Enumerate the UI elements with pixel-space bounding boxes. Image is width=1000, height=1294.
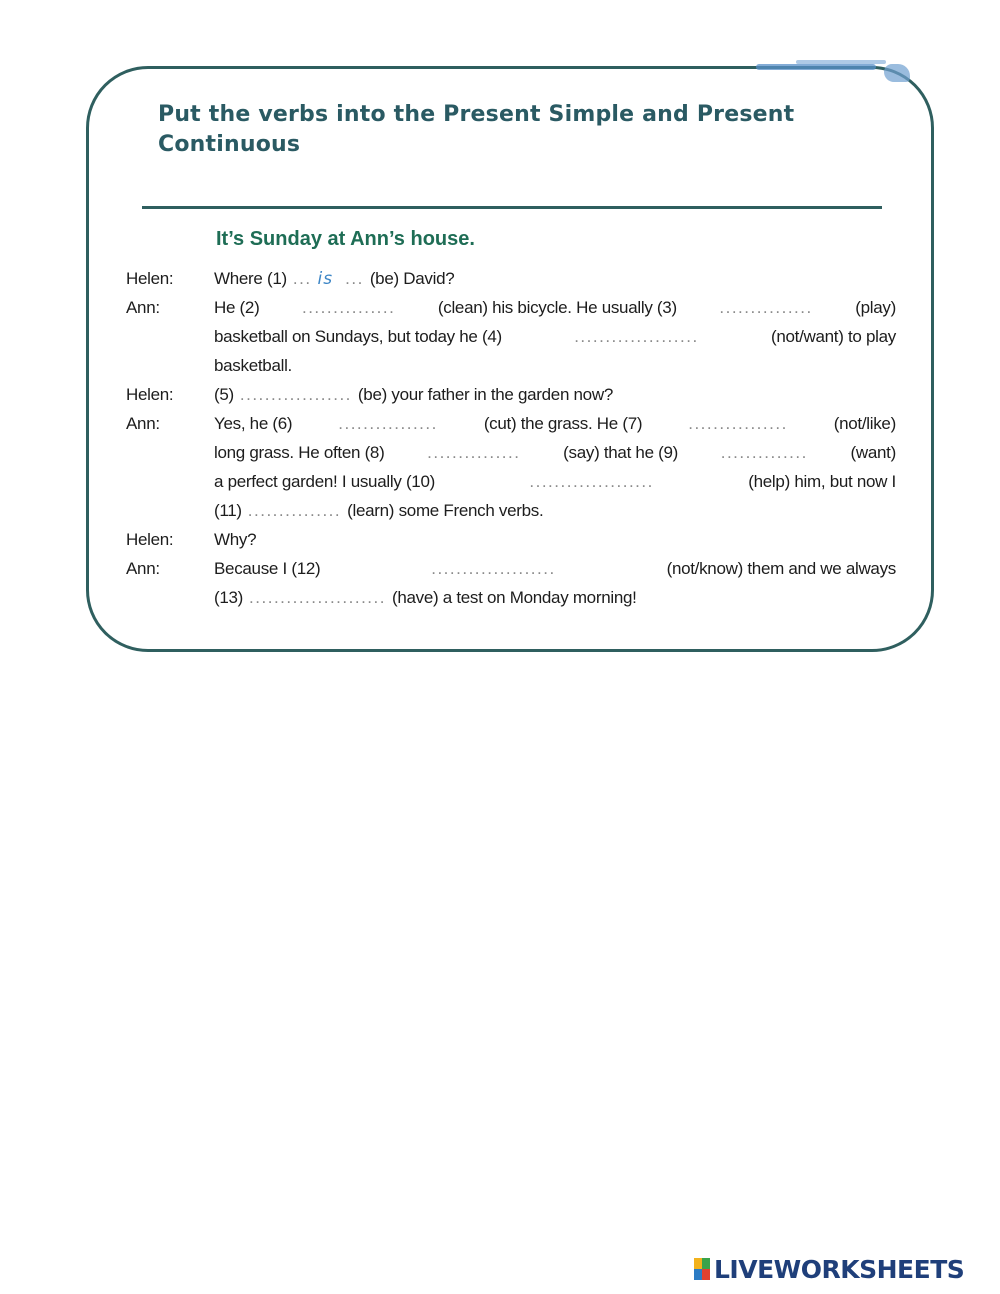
dialogue-turn — [126, 409, 896, 525]
answer-blank[interactable]: ... — [345, 269, 364, 288]
speaker-label: Helen: — [126, 530, 174, 549]
speech — [214, 380, 896, 409]
text-segment: (13) — [214, 588, 244, 607]
speaker-label: Ann: — [126, 414, 160, 433]
text-segment: (learn) some French verbs. — [347, 501, 544, 520]
speaker-label: Helen: — [126, 269, 174, 288]
text-segment: (clean) his bicycle. He usually (3) — [437, 298, 677, 317]
speech — [214, 293, 896, 380]
dialogue-turn — [126, 293, 896, 380]
text-segment: (help) him, but now I — [748, 472, 896, 491]
text-segment: (be) your father in the garden now? — [357, 385, 613, 404]
text-segment: (cut) the grass. He (7) — [483, 414, 643, 433]
text-segment: a perfect garden! I usually (10) — [214, 472, 435, 491]
text-segment: Yes, he (6) — [214, 414, 293, 433]
dialogue-turn — [126, 380, 896, 409]
answer-blank[interactable]: .................... — [574, 327, 699, 346]
text-segment: long grass. He often (8) — [214, 443, 385, 462]
speech-line — [214, 293, 896, 322]
logo-icon — [694, 1258, 710, 1280]
speech-line — [214, 380, 896, 409]
answer-blank[interactable]: ...................... — [249, 588, 386, 607]
speech-line — [214, 322, 896, 351]
answer-blank[interactable]: .................... — [431, 559, 556, 578]
dialogue-turn — [126, 525, 896, 554]
answer-blank[interactable]: ............... — [247, 501, 342, 520]
text-segment: (not/know) them and we always — [666, 559, 896, 578]
speech — [214, 554, 896, 612]
text-segment: (be) David? — [369, 269, 455, 288]
answer-blank[interactable]: ................ — [688, 414, 788, 433]
speech-line — [214, 467, 896, 496]
speaker-label: Helen: — [126, 385, 174, 404]
speech-line — [214, 554, 896, 583]
text-segment: (have) a test on Monday morning! — [391, 588, 637, 607]
speech-line — [214, 351, 896, 380]
text-segment: Why? — [214, 530, 257, 549]
answer-blank[interactable]: ... — [292, 269, 312, 288]
exercise-title: Put the verbs into the Present Simple and Present Continuous — [158, 102, 795, 157]
text-segment: (5) — [214, 385, 234, 404]
text-segment: Where (1) — [214, 269, 287, 288]
text-segment: Because I (12) — [214, 559, 321, 578]
speech-line — [214, 438, 896, 467]
speech — [214, 264, 896, 293]
text-segment: (not/like) — [833, 414, 896, 433]
exercise-subtitle: It’s Sunday at Ann’s house. — [216, 228, 475, 250]
speaker-label: Ann: — [126, 559, 160, 578]
speech-line — [214, 525, 896, 554]
speech — [214, 409, 896, 525]
dialogue-turn — [126, 554, 896, 612]
speech-line — [214, 583, 896, 612]
answer-blank[interactable]: .............. — [720, 443, 808, 462]
speech-line — [214, 264, 896, 293]
liveworksheets-logo — [694, 1254, 964, 1284]
text-segment: basketball on Sundays, but today he (4) — [214, 327, 502, 346]
title-divider — [142, 206, 882, 209]
text-segment: (say) that he (9) — [563, 443, 679, 462]
answer-blank[interactable]: .................... — [529, 472, 654, 491]
text-segment: (want) — [850, 443, 896, 462]
speech-line — [214, 496, 896, 525]
dialogue — [126, 264, 896, 612]
logo-text: LIVEWORKSHEETS — [714, 1254, 965, 1284]
answer-blank[interactable]: ............... — [301, 298, 396, 317]
text-segment: (not/want) to play — [770, 327, 896, 346]
answer-blank[interactable]: .................. — [239, 385, 352, 404]
text-segment: (play) — [855, 298, 896, 317]
text-segment: He (2) — [214, 298, 260, 317]
answer-blank[interactable]: ............... — [427, 443, 521, 462]
answer-blank[interactable]: ............... — [719, 298, 813, 317]
dialogue-turn — [126, 264, 896, 293]
text-segment: basketball. — [214, 356, 292, 375]
text-segment: (11) — [214, 501, 242, 520]
answer-blank[interactable]: ................ — [338, 414, 438, 433]
speaker-label: Ann: — [126, 298, 160, 317]
speech — [214, 525, 896, 554]
speech-line — [214, 409, 896, 438]
filled-answer[interactable]: is — [317, 269, 334, 289]
corner-decoration — [756, 58, 916, 86]
